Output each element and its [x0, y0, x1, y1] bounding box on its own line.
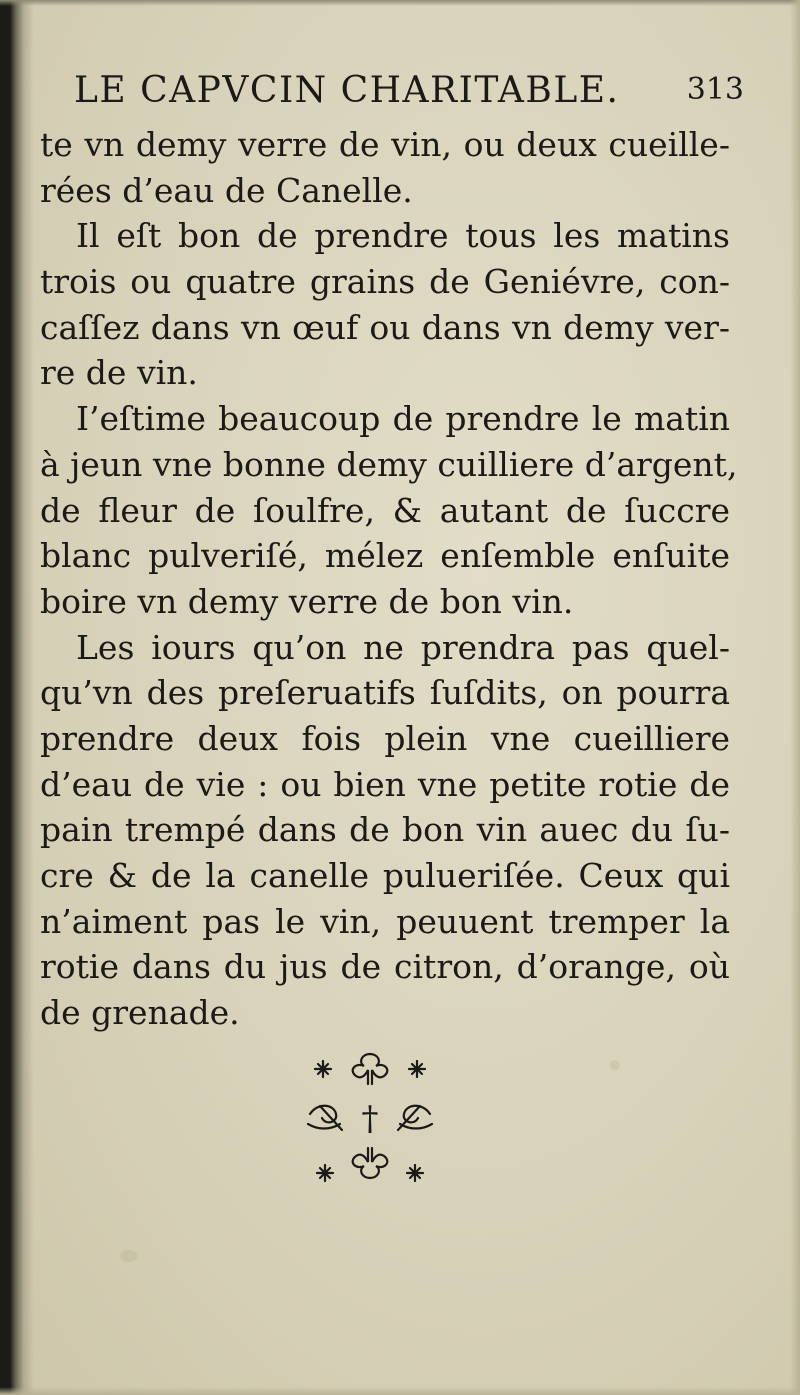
- text-line: boire vn demy verre de bon vin.: [40, 581, 574, 621]
- text-line: d’eau de vie : ou bien vne petite rotie de: [40, 764, 730, 804]
- scroll-left-icon: [308, 1106, 342, 1130]
- text-line: blanc pulveriſé, mélez enſemble enſuite: [40, 536, 730, 576]
- text-line: Les iours qu’on ne prendra pas quel-: [76, 627, 730, 667]
- text-line: à jeun vne bonne demy cuilliere d’argent,: [40, 444, 738, 484]
- text-line: te vn demy verre de vin, ou deux cueille-: [40, 125, 730, 164]
- star-icon: [315, 1061, 331, 1077]
- text-line: de grenade.: [40, 993, 240, 1033]
- page-bottom-edge: [0, 1387, 800, 1395]
- text-line: rées d’eau de Canelle.: [40, 170, 413, 210]
- text-line: caſſez dans vn œuf ou dans vn demy ver-: [40, 307, 730, 347]
- page-header: [74, 70, 744, 126]
- text-line: pain trempé dans de bon vin auec du ſu-: [40, 810, 730, 850]
- fleuron-icon: [353, 1054, 388, 1084]
- binding-gutter: [0, 0, 34, 1395]
- page-top-edge: [0, 0, 800, 6]
- text-line: n’aiment pas le vin, peuuent tremper la: [40, 901, 730, 941]
- text-line: Il eſt bon de prendre tous les matins: [76, 216, 730, 256]
- star-icon: [407, 1165, 423, 1181]
- cross-glyph: †: [361, 1099, 379, 1139]
- star-icon: [317, 1165, 333, 1181]
- text-line: qu’vn des preſeruatifs ſuſdits, on pourra: [40, 673, 730, 713]
- text-line: rotie dans du jus de citron, d’orange, où: [40, 947, 730, 987]
- scroll-right-icon: [398, 1106, 432, 1130]
- paper-stain: [120, 1250, 138, 1262]
- text-line: trois ou quatre grains de Geniévre, con-: [40, 262, 730, 302]
- text-line: cre & de la canelle pulueriſée. Ceux qui: [40, 856, 730, 895]
- page-right-edge: [790, 0, 800, 1395]
- star-icon: [409, 1061, 425, 1077]
- page-number: 313: [686, 72, 744, 107]
- text-line: I’eſtime beaucoup de prendre le matin: [76, 399, 730, 439]
- text-line: prendre deux fois plein vne cueilliere: [40, 718, 730, 758]
- running-head: LE CAPVCIN CHARITABLE.: [74, 70, 620, 111]
- fleuron-inverted-icon: [353, 1148, 388, 1178]
- text-line: de fleur de ſoulfre, & autant de ſuccre: [40, 490, 730, 530]
- fleuron-cross-ornament-icon: [300, 1050, 440, 1190]
- paper-stain: [610, 1060, 620, 1070]
- body-text: [40, 122, 738, 1036]
- text-line: re de vin.: [40, 353, 198, 393]
